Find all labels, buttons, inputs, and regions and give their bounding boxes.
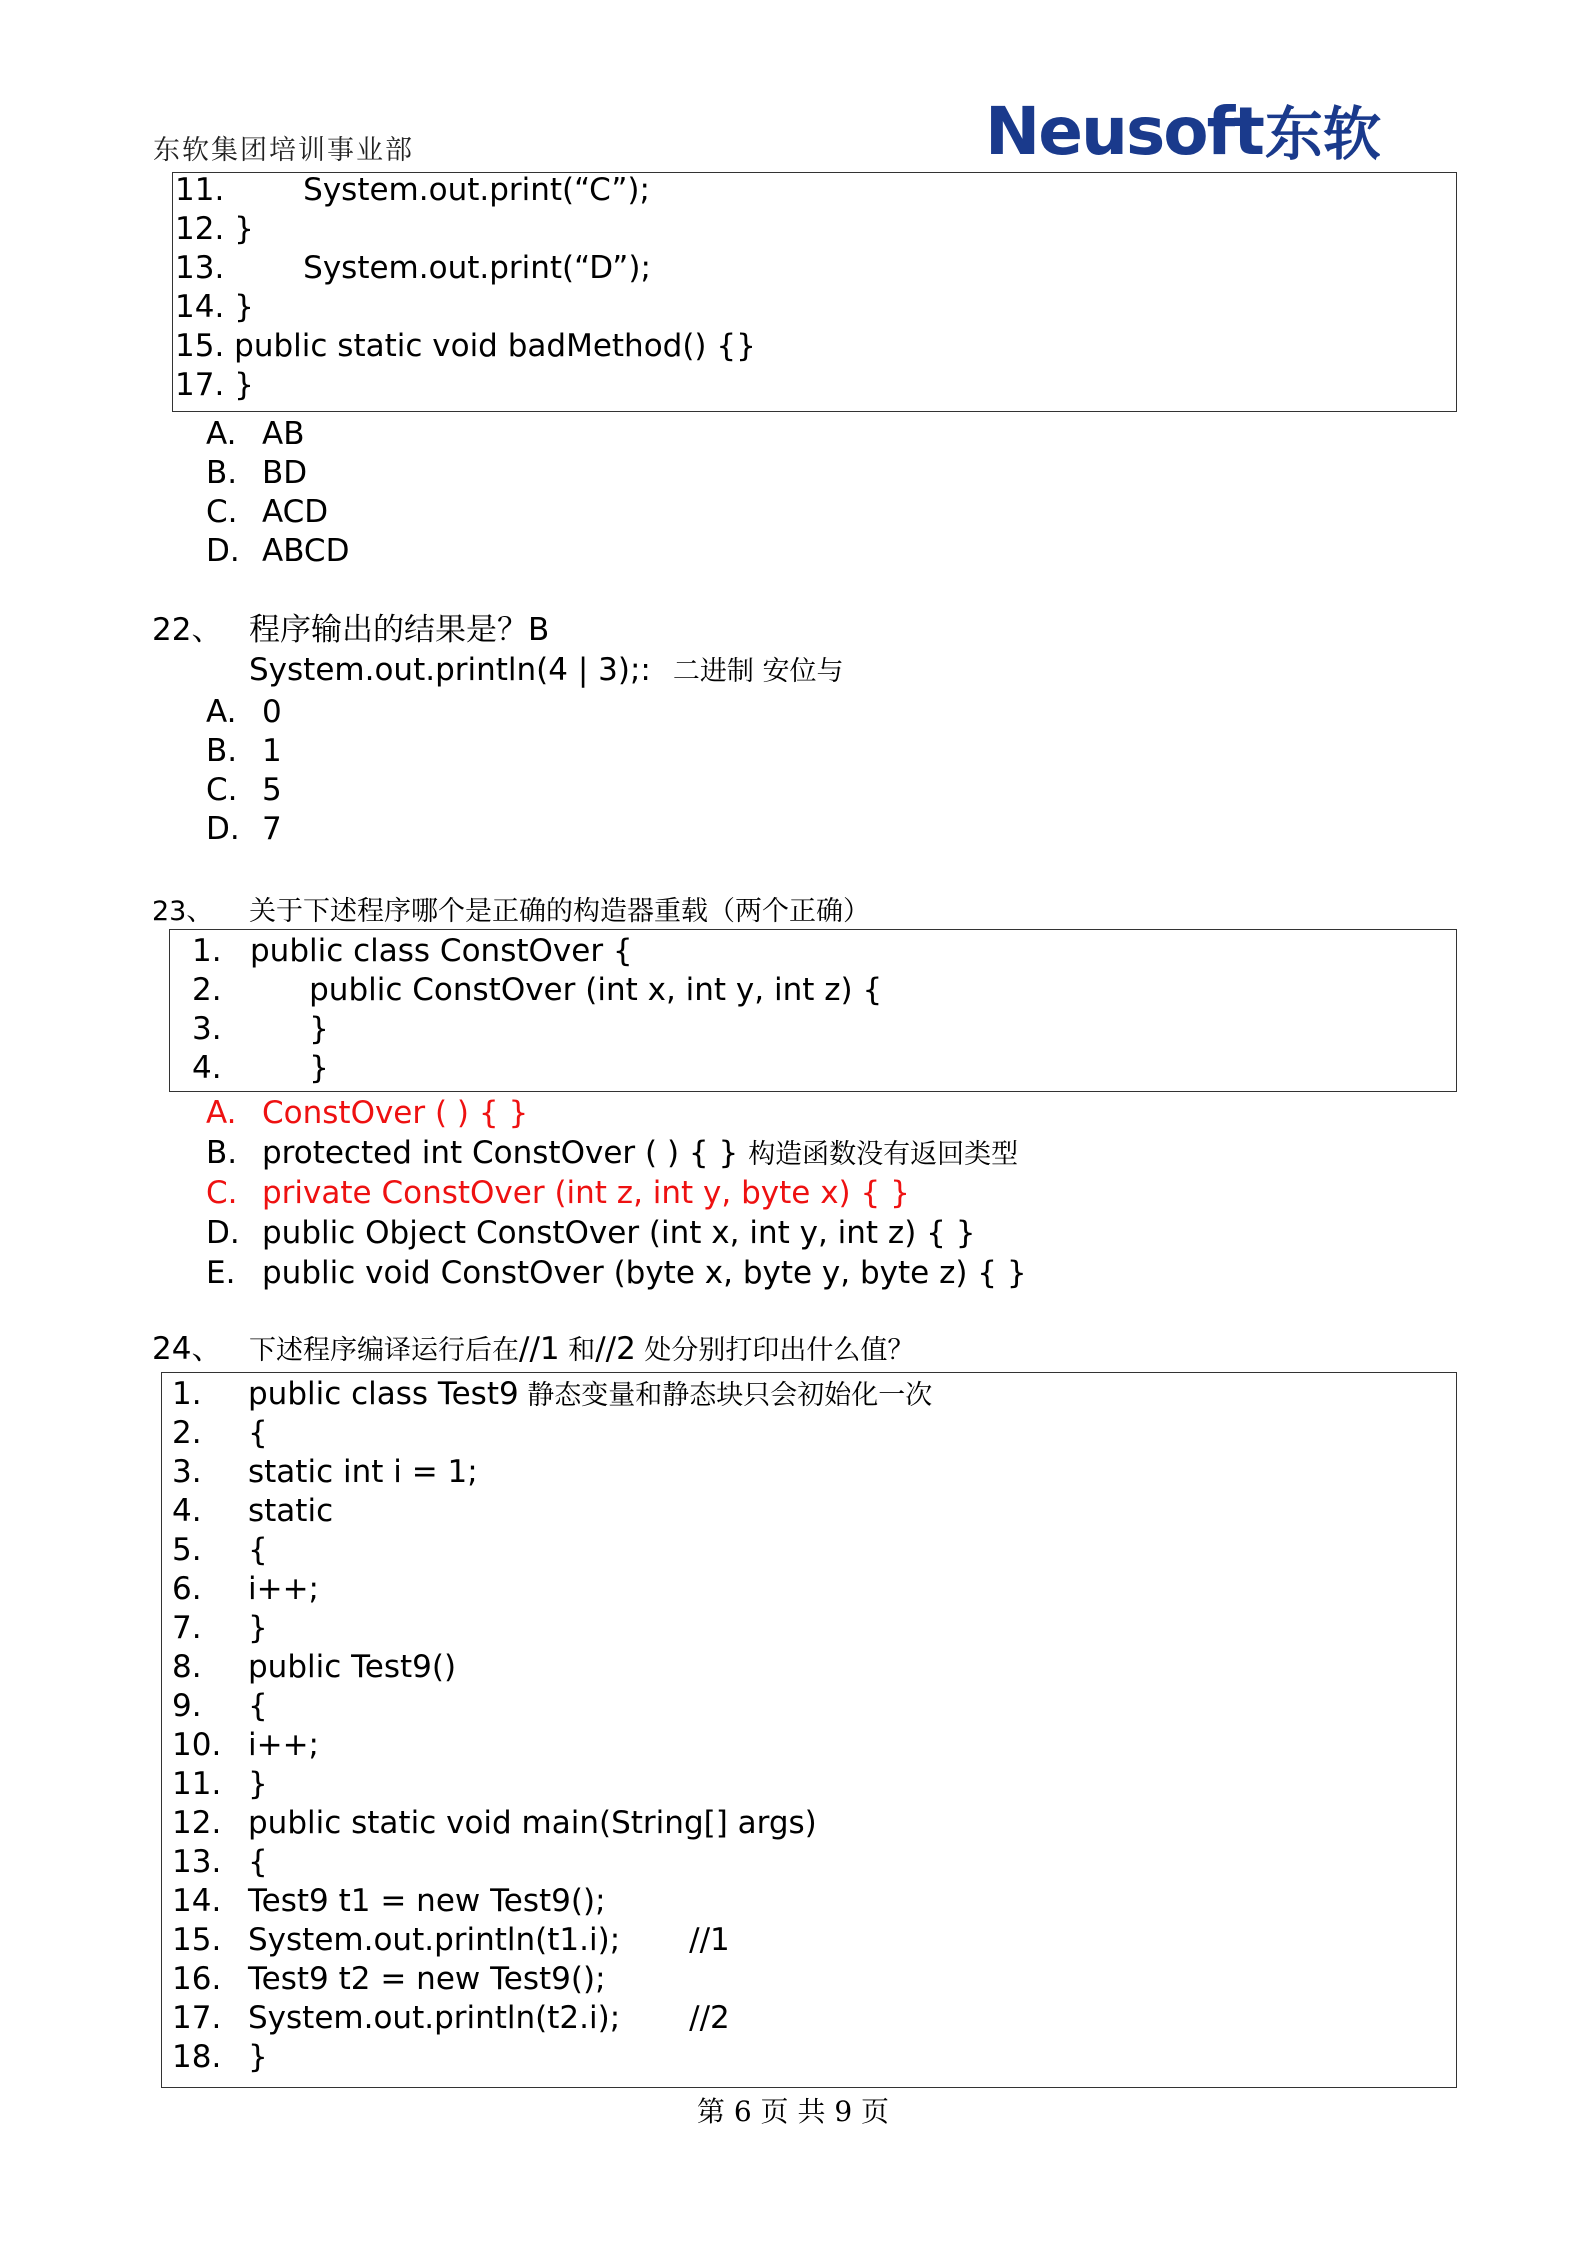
code-line: 2. { [172, 1415, 268, 1451]
q24-title: 24、 下述程序编译运行后在//1 和//2 处分别打印出什么值？ [152, 1331, 915, 1367]
code-line: 13. System.out.print(“D”); [175, 250, 651, 286]
q23-option-b: B. protected int ConstOver ( ) { } 构造函数没有返回类型 [206, 1135, 1019, 1171]
code-line: 12. } [175, 211, 254, 247]
code-line: 15. public static void badMethod() {} [175, 328, 756, 364]
code-line: 9. { [172, 1688, 268, 1724]
code-line: 11. } [172, 1766, 268, 1802]
code-line: 6. i++; [172, 1571, 320, 1607]
q22-option-b: B. 1 [206, 733, 282, 769]
code-line: 8. public Test9() [172, 1649, 457, 1685]
code-line: 3. } [192, 1011, 329, 1047]
code-line: 10. i++; [172, 1727, 320, 1763]
logo-cn-text: 东软 [1264, 100, 1381, 168]
q21-option-a: A. AB [206, 416, 305, 452]
q23-option-d: D. public Object ConstOver (int x, int y, int z) { } [206, 1215, 976, 1251]
code-line: 4. } [192, 1050, 329, 1086]
code-line: 17. System.out.println(t2.i); //2 [172, 2000, 730, 2036]
code-line: 18. } [172, 2039, 268, 2075]
q22-code: System.out.println(4 | 3);: 二进制 安位与 [249, 652, 844, 688]
code-line: 7. } [172, 1610, 268, 1646]
q23-code-box [169, 929, 1457, 1092]
q22-option-c: C. 5 [206, 772, 282, 808]
q21-code-box [172, 172, 1457, 412]
q24-code-box [161, 1372, 1457, 2088]
q21-option-d: D. ABCD [206, 533, 350, 569]
code-line: 17. } [175, 367, 254, 403]
department-header: 东软集团培训事业部 [153, 135, 414, 166]
page-number-footer: 第 6 页 共 9 页 [696, 2095, 890, 2128]
q21-option-b: B. BD [206, 455, 308, 491]
q23-option-a-correct: A. ConstOver ( ) { } [206, 1095, 529, 1131]
q22-option-a: A. 0 [206, 694, 282, 730]
code-line: 14. } [175, 289, 254, 325]
q21-option-c: C. ACD [206, 494, 329, 530]
q22-option-d: D. 7 [206, 811, 282, 847]
code-line: 4. static [172, 1493, 334, 1529]
logo-text: Neusoft [985, 93, 1263, 170]
q23-title: 23、 关于下述程序哪个是正确的构造器重载（两个正确） [152, 896, 870, 927]
q23-option-e: E. public void ConstOver (byte x, byte y, byte z) { } [206, 1255, 1027, 1291]
code-line: 14. Test9 t1 = new Test9(); [172, 1883, 606, 1919]
q23-option-c-correct: C. private ConstOver (int z, int y, byte x) { } [206, 1175, 910, 1211]
code-line: 16. Test9 t2 = new Test9(); [172, 1961, 606, 1997]
code-line: 2. public ConstOver (int x, int y, int z) { [192, 972, 883, 1008]
code-line: 11. System.out.print(“C”); [175, 172, 650, 208]
code-line: 1. public class ConstOver { [192, 933, 633, 969]
code-line: 15. System.out.println(t1.i); //1 [172, 1922, 730, 1958]
code-line: 3. static int i = 1; [172, 1454, 478, 1490]
code-line: 12. public static void main(String[] args) [172, 1805, 817, 1841]
code-line: 5. { [172, 1532, 268, 1568]
code-line: 1. public class Test9 静态变量和静态块只会初始化一次 [172, 1376, 933, 1412]
neusoft-logo [985, 93, 1381, 170]
code-line: 13. { [172, 1844, 268, 1880]
q22-title: 22、 程序输出的结果是？B [152, 612, 550, 648]
